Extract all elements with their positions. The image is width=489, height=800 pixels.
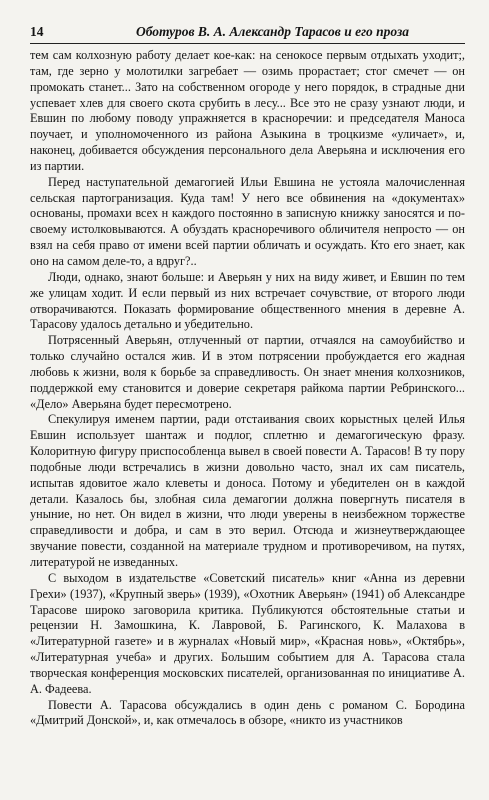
paragraph: Люди, однако, знают больше: и Аверьян у них на виду живет, и Евшин по тем же улицам ходит. И если первый из них встречает сочувствие, от второго люди отворачиваются. Показать формирование общественного мнения в деревне А. Тарасову удалось детально и убедительно.	[30, 269, 465, 332]
paragraph: Повести А. Тарасова обсуждались в один день с романом С. Бородина «Дмитрий Донской», и, как отмечалось в обзоре, «никто из участников	[30, 697, 465, 728]
paragraph: Перед наступательной демагогией Ильи Евшина не устояла малочисленная сельская партогранизация. Куда там! У него все обвинения на «документах» основаны, промахи всех н каждого постоянно в записную книжку заносятся и по-своему истолковываются. А обуздать красноречивого обличителя непросто — он взял на себя право от имени всей партии обличать и осуждать. Кто его знает, как оно на самом деле-то, а вдруг?..	[30, 174, 465, 268]
body-text	[30, 48, 465, 729]
page-number: 14	[30, 24, 44, 39]
paragraph: С выходом в издательстве «Советский писатель» книг «Анна из деревни Грехи» (1937), «Крупный зверь» (1939), «Охотник Аверьян» (1941) об Александре Тарасове широко заговорила критика. Публикуются обстоятельные статьи и рецензии Н. Замошкина, К. Лавровой, Б. Рагинского, К. Малахова в «Литературной газете» и в журналах «Новый мир», «Красная новь», «Октябрь», «Литературная учеба» и других. Большим событием для А. Тарасова стала творческая конференция московских писателей, организованная по инициативе А. А. Фадеева.	[30, 570, 465, 696]
paragraph: Потрясенный Аверьян, отлученный от партии, отчаялся на самоубийство и только случайно остался жив. И в этом потрясении пробуждается его жадная любовь к жизни, воля к борьбе за справедливость. Он знает мнения колхозников, поддержкой ему становится и доверие секретаря райкома партии Ребринского... «Дело» Аверьяна будет пересмотрено.	[30, 333, 465, 411]
paragraph: тем сам колхозную работу делает кое-как: на сенокосе первым отдыхать уходит;, там, где зерно у молотилки загребает — озимь прорастает; стог смечет — он промокать станет... Зато на собственном огороде у него порядок, в страдные дни успевает хлев для своего скота срубить в лесу... Все это не сразу узнают люди, и Евшин по любому поводу упражняется в красноречии: и председателя Маноса поучает, и уполномоченного из района Азыкина в троцкизме «уличает», и, наконец, добивается обсуждения персонального дела Аверьяна и исключения его из партии.	[30, 48, 465, 173]
running-title: Оботуров В. А. Александр Тарасов и его проза	[135, 24, 410, 39]
paragraph: Спекулируя именем партии, ради отстаивания своих корыстных целей Илья Евшин использует шантаж и подлог, сплетню и демагогическую фразу. Колоритную фигуру приспособленца вывел в своей повести А. Тарасов! В ту пору подобные люди встречались в жизни довольно часто, знал их сам писатель, испытав ядовитое жало клеветы и доноса. Потому и убедителен он в каждой детали. Казалось бы, злобная сила демагогии должна повергнуть писателя в уныние, но нет. Он видел в жизни, что люди уверены в неизбежном торжестве справедливости и добра, и сам в это верил. Отсюда и жизнеутверждающее звучание повести, созданной на материале трудном и противоречивом, на путях, литературой не изведанных.	[30, 412, 465, 569]
page-header	[30, 24, 465, 44]
